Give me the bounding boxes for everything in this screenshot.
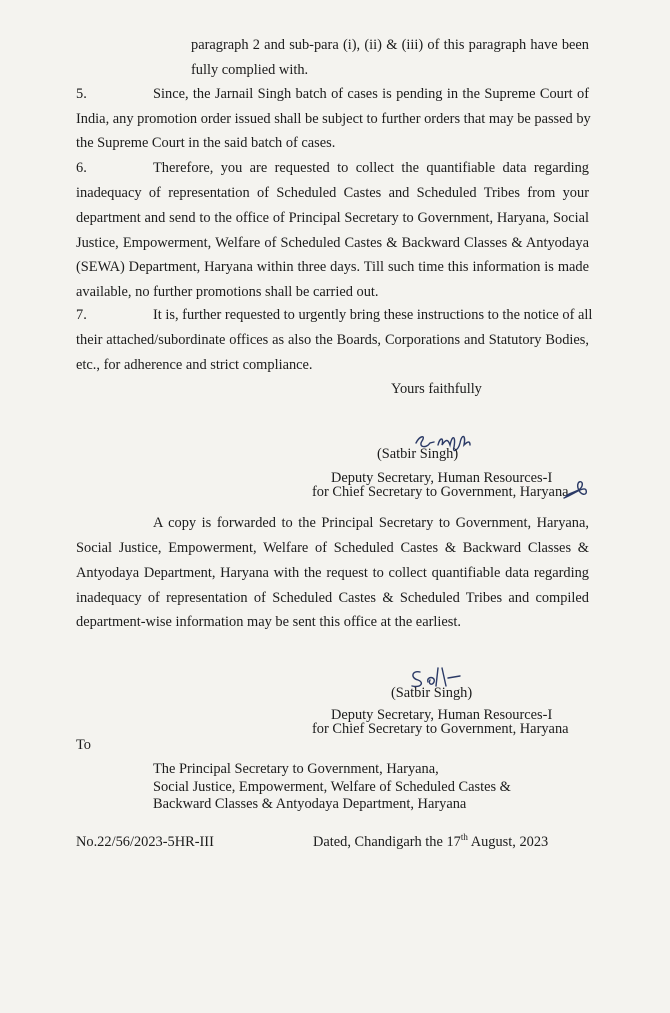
para5-line: Since, the Jarnail Singh batch of cases is pending in the Supreme Court of (153, 86, 589, 102)
para4-line2: fully complied with. (191, 62, 309, 78)
para6-line: Therefore, you are requested to collect the quantifiable data regarding (153, 160, 589, 176)
signer-designation: Deputy Secretary, Human Resources-I (331, 470, 553, 486)
para6-line: Justice, Empowerment, Welfare of Scheduled Castes & Backward Classes & Antyodaya (76, 235, 589, 251)
para4-line1: paragraph 2 and sub-para (i), (ii) & (iii) of this paragraph have been (191, 37, 589, 53)
dated-suffix: August, 2023 (467, 834, 549, 850)
copy-para-line: Antyodaya Department, Haryana with the request to collect quantifiable data regarding (76, 565, 589, 581)
signer-for-line-2: for Chief Secretary to Government, Haryana (312, 721, 569, 737)
copy-para-line: A copy is forwarded to the Principal Secretary to Government, Haryana, (153, 515, 589, 531)
reference-number: No.22/56/2023-5HR-III (76, 834, 214, 850)
para5-line: the Supreme Court in the said batch of cases. (76, 135, 336, 151)
para7-number: 7. (76, 307, 87, 323)
recipient-line: The Principal Secretary to Government, Haryana, (153, 761, 439, 777)
recipient-line: Backward Classes & Antyodaya Department, Haryana (153, 796, 467, 812)
para6-line: inadequacy of representation of Scheduled Castes and Scheduled Tribes from your (76, 185, 589, 201)
signer-designation-2: Deputy Secretary, Human Resources-I (331, 707, 553, 723)
para6-line: available, no further promotions shall be carried out. (76, 284, 379, 300)
signer-name-2: (Satbir Singh) (391, 685, 473, 701)
para5-number: 5. (76, 86, 87, 102)
para7-line: their attached/subordinate offices as also the Boards, Corporations and Statutory Bodies, (76, 332, 589, 348)
para7-line: etc., for adherence and strict compliance. (76, 357, 313, 373)
closing-text: Yours faithfully (391, 381, 482, 397)
recipient-line: Social Justice, Empowerment, Welfare of Scheduled Castes & (153, 779, 511, 795)
para7-line: It is, further requested to urgently bring these instructions to the notice of all (153, 307, 593, 323)
para5-line: India, any promotion order issued shall be subject to further orders that may be passed by (76, 111, 591, 127)
signer-name: (Satbir Singh) (377, 446, 459, 462)
dated-ordinal: th (460, 832, 468, 843)
initials-mark (560, 474, 590, 502)
dated-line (313, 830, 548, 855)
para6-line: department and send to the office of Principal Secretary to Government, Haryana, Social (76, 210, 589, 226)
dated-prefix: Dated, Chandigarh the 17 (313, 834, 461, 850)
para6-number: 6. (76, 160, 87, 176)
para6-line: (SEWA) Department, Haryana within three days. Till such time this information is made (76, 259, 589, 275)
copy-para-line: Social Justice, Empowerment, Welfare of Scheduled Castes & Backward Classes & (76, 540, 589, 556)
signer-for-line: for Chief Secretary to Government, Haryana (312, 484, 569, 500)
copy-para-line: department-wise information may be sent this office at the earliest. (76, 614, 461, 630)
copy-para-line: inadequacy of representation of Scheduled Castes & Scheduled Tribes and compiled (76, 590, 589, 606)
to-label: To (76, 737, 91, 753)
